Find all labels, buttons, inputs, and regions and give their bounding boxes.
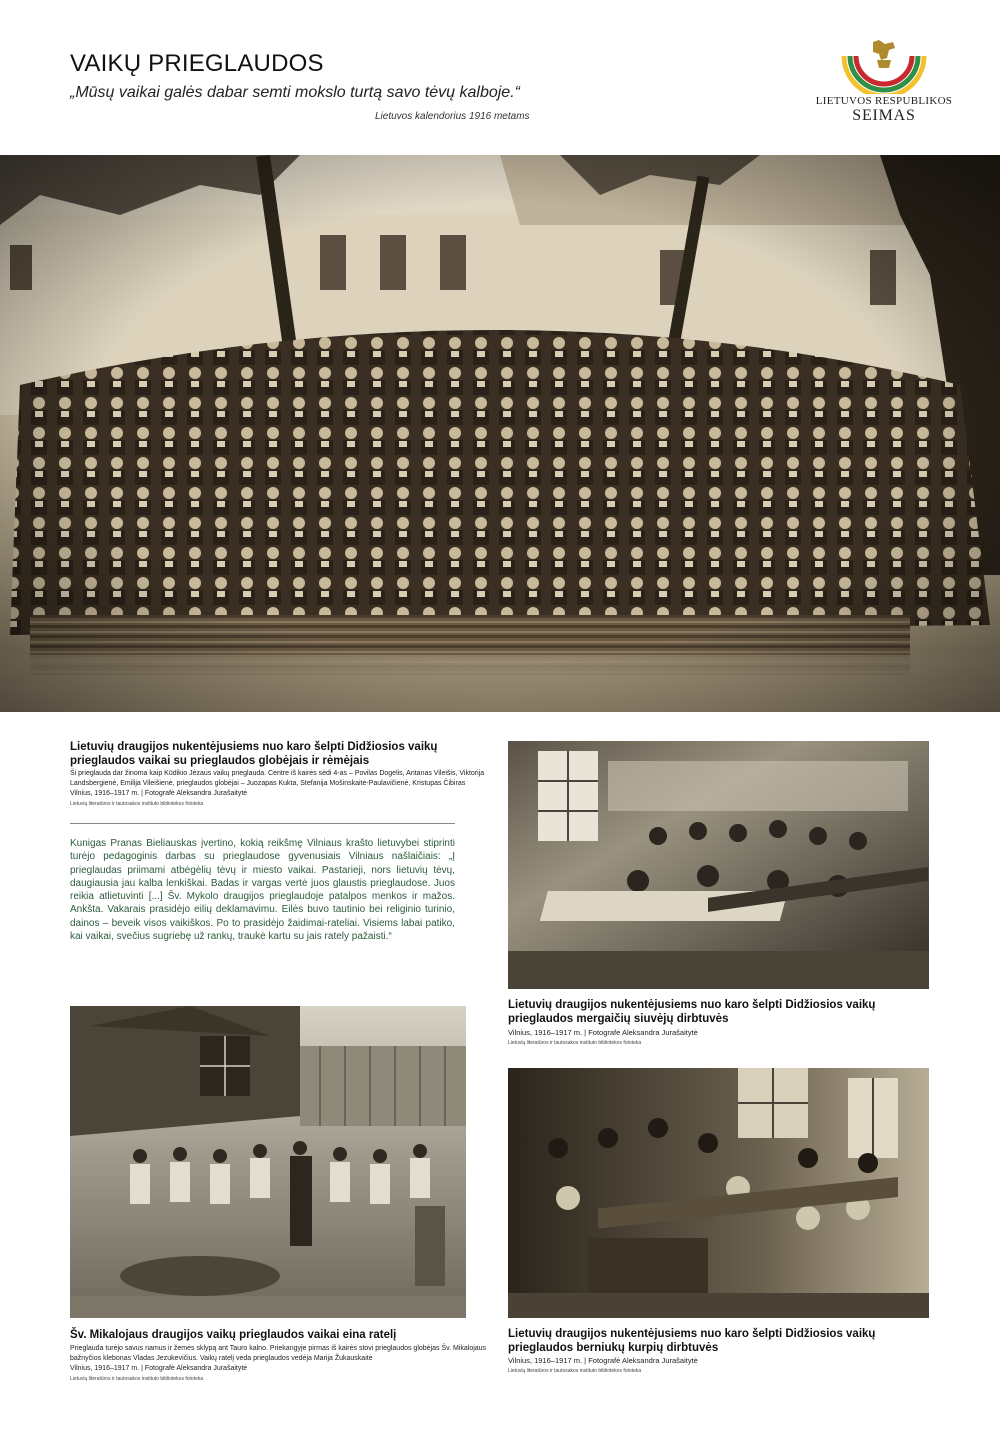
ring-game-caption-line1: Prieglauda turėjo savus namus ir žemės sklypą ant Tauro kalno. Priekangyje pirmas iš kairės stovi prieglaudos globėjas Šv. Mikalojaus [70,1345,487,1352]
ring-game-photo-image [70,1006,466,1318]
seimas-logo [815,38,953,128]
main-photo-credit: Lietuvių literatūros ir tautosakos instituto bibliotekos fototeka [70,801,204,807]
header-quote: „Mūsų vaikai galės dabar semti mokslo turtą savo tėvų kalboje.“ [70,84,520,101]
main-photo-caption-line3: Vilnius, 1916–1917 m. | Fotografė Aleksandra Jurašaitytė [70,790,248,797]
narrative-text: Kunigas Pranas Bieliauskas įvertino, kokią reikšmę Vilniaus krašto lietuvybei stiprinti turėjo pedagoginis darbas su prieglaudose gyvenusiais Vilniaus našlaičiais: „Į prieglaudas priimami atbėgėlių tėvų ir miesto vaikai. Pastarieji, nors lietuvių tėvų, daugiausia jau kalba lenkiškai. Badas ir vargas vertė juos glaustis prieglaudose. Juos reikia atlietuvinti [...] Šv. Mykolo draugijos prieglaudoje patalpos menkos ir mažos. Ankšta. Vakarais prasidėjo eilių deklamavimu. Eilės buvo tautinio bei religinio turinio, dainos – beveik visos vaikiškos. Po to prasidėjo žaidimai-rateliai. Visiems labai patiko, kai vaikai, svečius sugriebę už rankų, traukė kartu su jais rately pažaisti.“ [70,838,455,943]
shoemakers-credit: Lietuvių literatūros ir tautosakos instituto bibliotekos fototeka [508,1368,642,1374]
shoemakers-photo-image [508,1068,929,1318]
sewing-photo-image [508,741,929,989]
ring-game-caption-title: Šv. Mikalojaus draugijos vaikų prieglaudos vaikai eina ratelį [70,1329,397,1341]
sewing-caption-title: Lietuvių draugijos nukentėjusiems nuo karo šelpti Didžiosios vaikų prieglaudos mergaičių siuvėjų dirbtuvės [508,999,876,1025]
logo-text-seimas: SEIMAS [852,107,916,124]
seimas-emblem-icon [815,38,953,94]
shoemakers-caption-line1: Vilnius, 1916–1917 m. | Fotografė Aleksandra Jurašaitytė [508,1356,698,1365]
main-photo-caption-line2: Landsbergienė, Emilija Vileišienė, prieglaudos globėjai – Juozapas Kukta, Stefanija Mošinskaitė-Paulavičienė, Kristupas Čibiras [70,780,466,787]
main-photo-caption-title: Lietuvių draugijos nukentėjusiems nuo karo šelpti Didžiosios vaikų prieglaudos vaikai su prieglaudos globėjais ir rėmėjais [70,741,438,767]
page-title: VAIKŲ PRIEGLAUDOS [70,50,324,77]
group-photo-image [0,155,1000,712]
divider [70,823,455,824]
ring-game-photo [70,1006,466,1318]
sewing-caption-line1: Vilnius, 1916–1917 m. | Fotografė Aleksandra Jurašaitytė [508,1028,698,1037]
quote-source: Lietuvos kalendorius 1916 metams [375,111,530,122]
shoemakers-caption-title: Lietuvių draugijos nukentėjusiems nuo karo šelpti Didžiosios vaikų prieglaudos berniukų kurpių dirbtuvės [508,1328,876,1354]
ring-game-credit: Lietuvių literatūros ir tautosakos instituto bibliotekos fototeka [70,1376,204,1382]
ring-game-caption-line3: Vilnius, 1916–1917 m. | Fotografė Aleksandra Jurašaitytė [70,1365,248,1372]
main-photo-caption-line1: Ši prieglauda dar žinoma kaip Kūdikio Jėzaus vaikų prieglauda. Centre iš kairės sėdi 4-as – Povilas Dogelis, Antanas Vileišis, Viktorija [70,770,485,777]
sewing-credit: Lietuvių literatūros ir tautosakos instituto bibliotekos fototeka [508,1040,642,1046]
logo-text-line1: LIETUVOS RESPUBLIKOS [815,95,953,107]
shoemakers-workshop-photo [508,1068,929,1318]
sewing-workshop-photo [508,741,929,989]
ring-game-caption-line2: bažnyčios klebonas Vladas Jezukevičius. Vaikų ratelį veda prieglaudos vedėja Marija Žukauskaitė [70,1355,373,1362]
main-group-photo [0,155,1000,712]
